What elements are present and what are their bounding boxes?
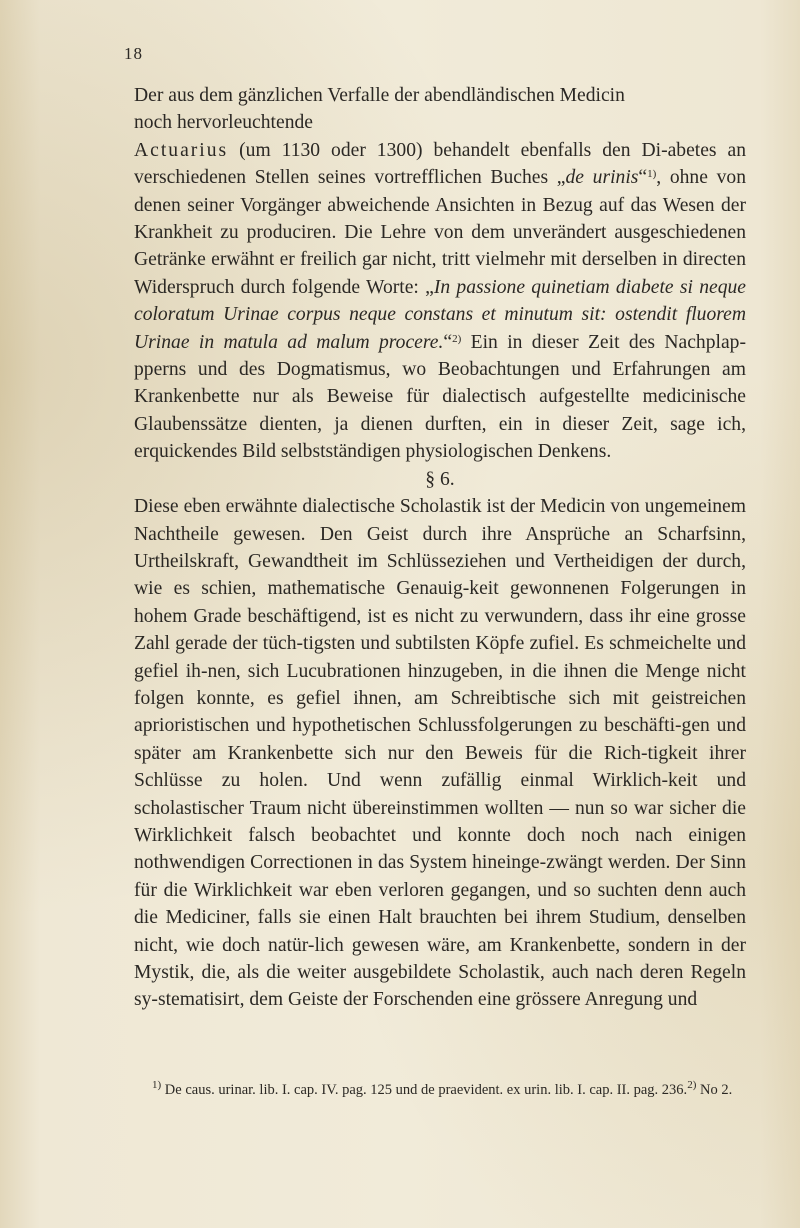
latin-quote: In passione quinetiam diabete si neque coloratum Urinae corpus neque constans et minutum sit: ostendit fluorem Urinae in matula ad malum procere.: [134, 276, 746, 353]
footnote-text-1: De caus. urinar. lib. I. cap. IV. pag. 125 und de praevident. ex urin. lib. I. cap. II. pag. 236.: [161, 1082, 688, 1098]
footnote-ref-2: 2): [452, 332, 462, 345]
footnote-1: [134, 1080, 746, 1100]
footnotes: [134, 1080, 746, 1100]
text-segment: Ein in dieser Zeit des Nachplap-pperns und des Dogmatismus, wo Beobachtungen und Erfahrungen am Krankenbette nur als Beweise für dialectisch aufgestellte medicinische Glaubenssätze dienten, ja dienen durften, ein in dieser Zeit, sage ich, erquickendes Bild selbstständigen physiologischen Denkens.: [134, 331, 746, 463]
footnote-mark-2: 2): [687, 1079, 697, 1091]
text-segment: (um 1130 oder 1300) behandelt ebenfalls den Di-abetes an verschiedenen Stellen seines vortrefflichen Buches „: [134, 139, 746, 189]
page-number: 18: [124, 44, 143, 63]
section-heading: § 6.: [425, 468, 455, 490]
paragraph-intro-line-2: noch hervorleuchtende: [134, 112, 313, 134]
footnote-text-2: No 2.: [696, 1082, 733, 1098]
paragraph-scholastik: Diese eben erwähnte dialectische Scholastik ist der Medicin von ungemeinem Nachtheile gewesen. Den Geist durch ihre Ansprüche an Scharfsinn, Urtheilskraft, Gewandtheit im Schlüsseziehen und Vertheidigen der durch, wie es schien, mathematische Genauig-keit gewonnenen Folgerungen in hohem Grade beschäftigend, ist es nicht zu verwundern, dass ihr eine grosse Zahl gerade der tüch-tigsten und subtilsten Köpfe zufiel. Es schmeichelte und gefiel ih-nen, sich Lucubrationen hinzugeben, in die ihnen die Menge nicht folgen konnte, es gefiel ihnen, am Schreibtische sich mit geistreichen aprioristischen und hypothetischen Schlussfolgerungen zu beschäfti-gen und später am Krankenbette sich nur den Beweis für die Rich-tigkeit ihrer Schlüsse zu holen. Und wenn zufällig einmal Wirklich-keit und scholastischer Traum nicht übereinstimmen wollten — nun so war sicher die Wirklichkeit falsch beobachtet und konnte doch noch nach einigen nothwendigen Correctionen in das System hineinge-zwängt werden. Der Sinn für die Wirklichkeit war eben verloren gegangen, und so suchten denn auch die Mediciner, falls sie einen Halt brauchten bei ihrem Studium, denselben nicht, wie doch natür-lich gewesen wäre, am Krankenbette, sondern in der Mystik, die, als die weiter ausgebildete Scholastik, auch nach deren Regeln sy-stematisirt, dem Geiste der Forschenden eine grössere Anregung und: [134, 496, 746, 1011]
author-name: Actuarius: [134, 139, 229, 161]
main-text: [134, 82, 746, 1014]
paragraph-actuarius: [134, 137, 746, 466]
paragraph-intro-line-1: Der aus dem gänzlichen Verfalle der abendländischen Medicin: [134, 85, 625, 106]
footnote-ref-1: 1): [647, 168, 657, 181]
text-segment: “: [443, 331, 453, 353]
text-segment: , ohne von denen seiner Vorgänger abweichende Ansichten in Bezug auf das Wesen der Krankheit zu produciren. Die Lehre von dem unverändert ausgeschiedenen Getränke erwähnt er freilich gar nicht, tritt vielmehr mit derselben in directen Widerspruch durch folgende Worte: „: [134, 167, 746, 298]
footnote-mark-1: 1): [152, 1079, 162, 1091]
text-segment: “: [638, 167, 648, 189]
paragraph-intro: [134, 82, 746, 137]
book-title: de urinis: [565, 167, 639, 189]
